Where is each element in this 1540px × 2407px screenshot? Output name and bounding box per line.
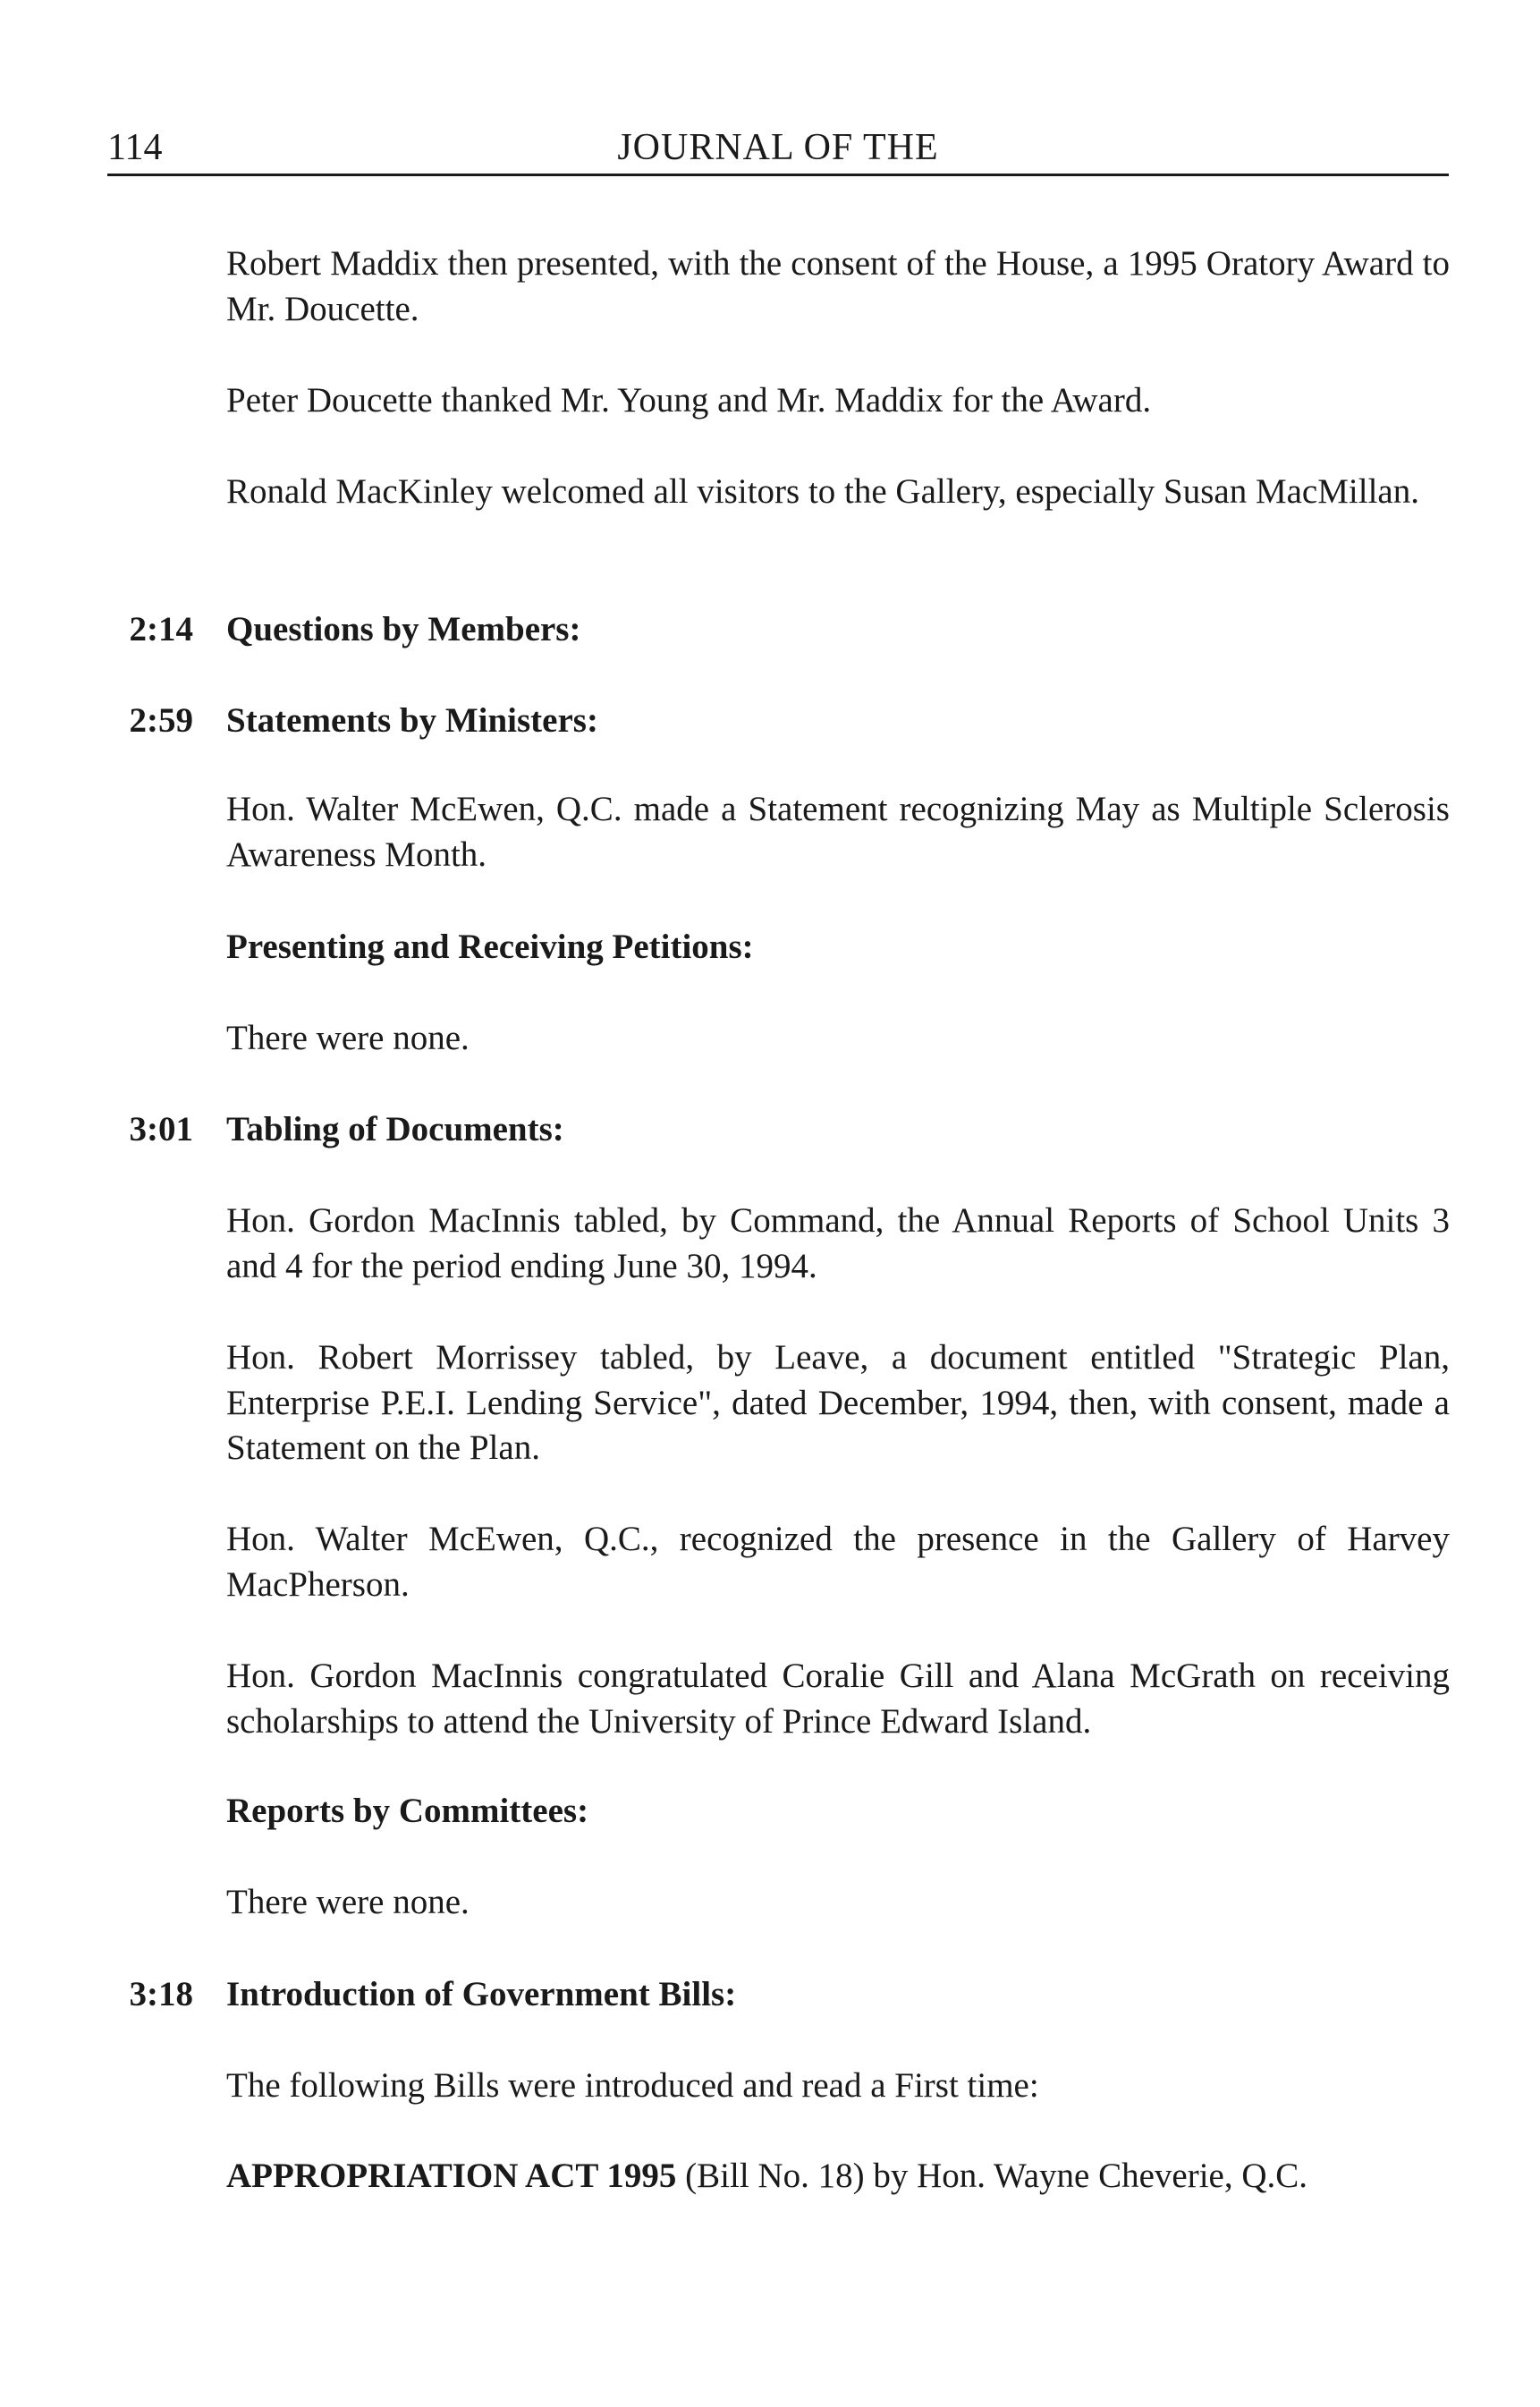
paragraph: Peter Doucette thanked Mr. Young and Mr. Maddix for the Award. — [226, 381, 1152, 420]
paragraph — [226, 2154, 1450, 2199]
running-head: JOURNAL OF THE — [617, 127, 939, 168]
paragraph: Hon. Gordon MacInnis congratulated Coralie Gill and Alana McGrath on receiving scholarships to attend the University of Prince Edward Island. — [226, 1657, 1450, 1741]
paragraph: Robert Maddix then presented, with the consent of the House, a 1995 Oratory Award to Mr. Doucette. — [226, 244, 1450, 328]
section-heading: Introduction of Government Bills: — [226, 1975, 737, 2013]
time-stamp: 2:59 — [129, 701, 193, 740]
paragraph: Ronald MacKinley welcomed all visitors to the Gallery, especially Susan MacMillan. — [226, 472, 1419, 511]
section-heading: Statements by Ministers: — [226, 701, 598, 740]
paragraph: The following Bills were introduced and read a First time: — [226, 2066, 1039, 2105]
paragraph: Hon. Robert Morrissey tabled, by Leave, a document entitled "Strategic Plan, Enterprise P.E.I. Lending Service", dated December, 1994, then, with consent, made a Statement on the Plan. — [226, 1338, 1450, 1467]
time-stamp: 2:14 — [129, 610, 193, 648]
paragraph: There were none. — [226, 1883, 470, 1921]
section-heading: Questions by Members: — [226, 610, 581, 648]
paragraph: Hon. Gordon MacInnis tabled, by Command, the Annual Reports of School Units 3 and 4 for the period ending June 30, 1994. — [226, 1201, 1450, 1285]
paragraph: Hon. Walter McEwen, Q.C. made a Statement recognizing May as Multiple Sclerosis Awareness Month. — [226, 790, 1450, 874]
bill-details: (Bill No. 18) by Hon. Wayne Cheverie, Q.C. — [676, 2157, 1308, 2195]
paragraph: Hon. Walter McEwen, Q.C., recognized the presence in the Gallery of Harvey MacPherson. — [226, 1520, 1450, 1604]
section-heading: Reports by Committees: — [226, 1792, 589, 1830]
bill-title: APPROPRIATION ACT 1995 — [226, 2157, 677, 2195]
time-stamp: 3:18 — [129, 1975, 193, 2013]
page-number: 114 — [107, 127, 163, 168]
page-header — [107, 125, 1449, 179]
paragraph: There were none. — [226, 1019, 470, 1057]
section-heading: Presenting and Receiving Petitions: — [226, 928, 754, 966]
header-rule — [107, 174, 1449, 176]
time-stamp: 3:01 — [129, 1110, 193, 1148]
section-heading: Tabling of Documents: — [226, 1110, 564, 1148]
